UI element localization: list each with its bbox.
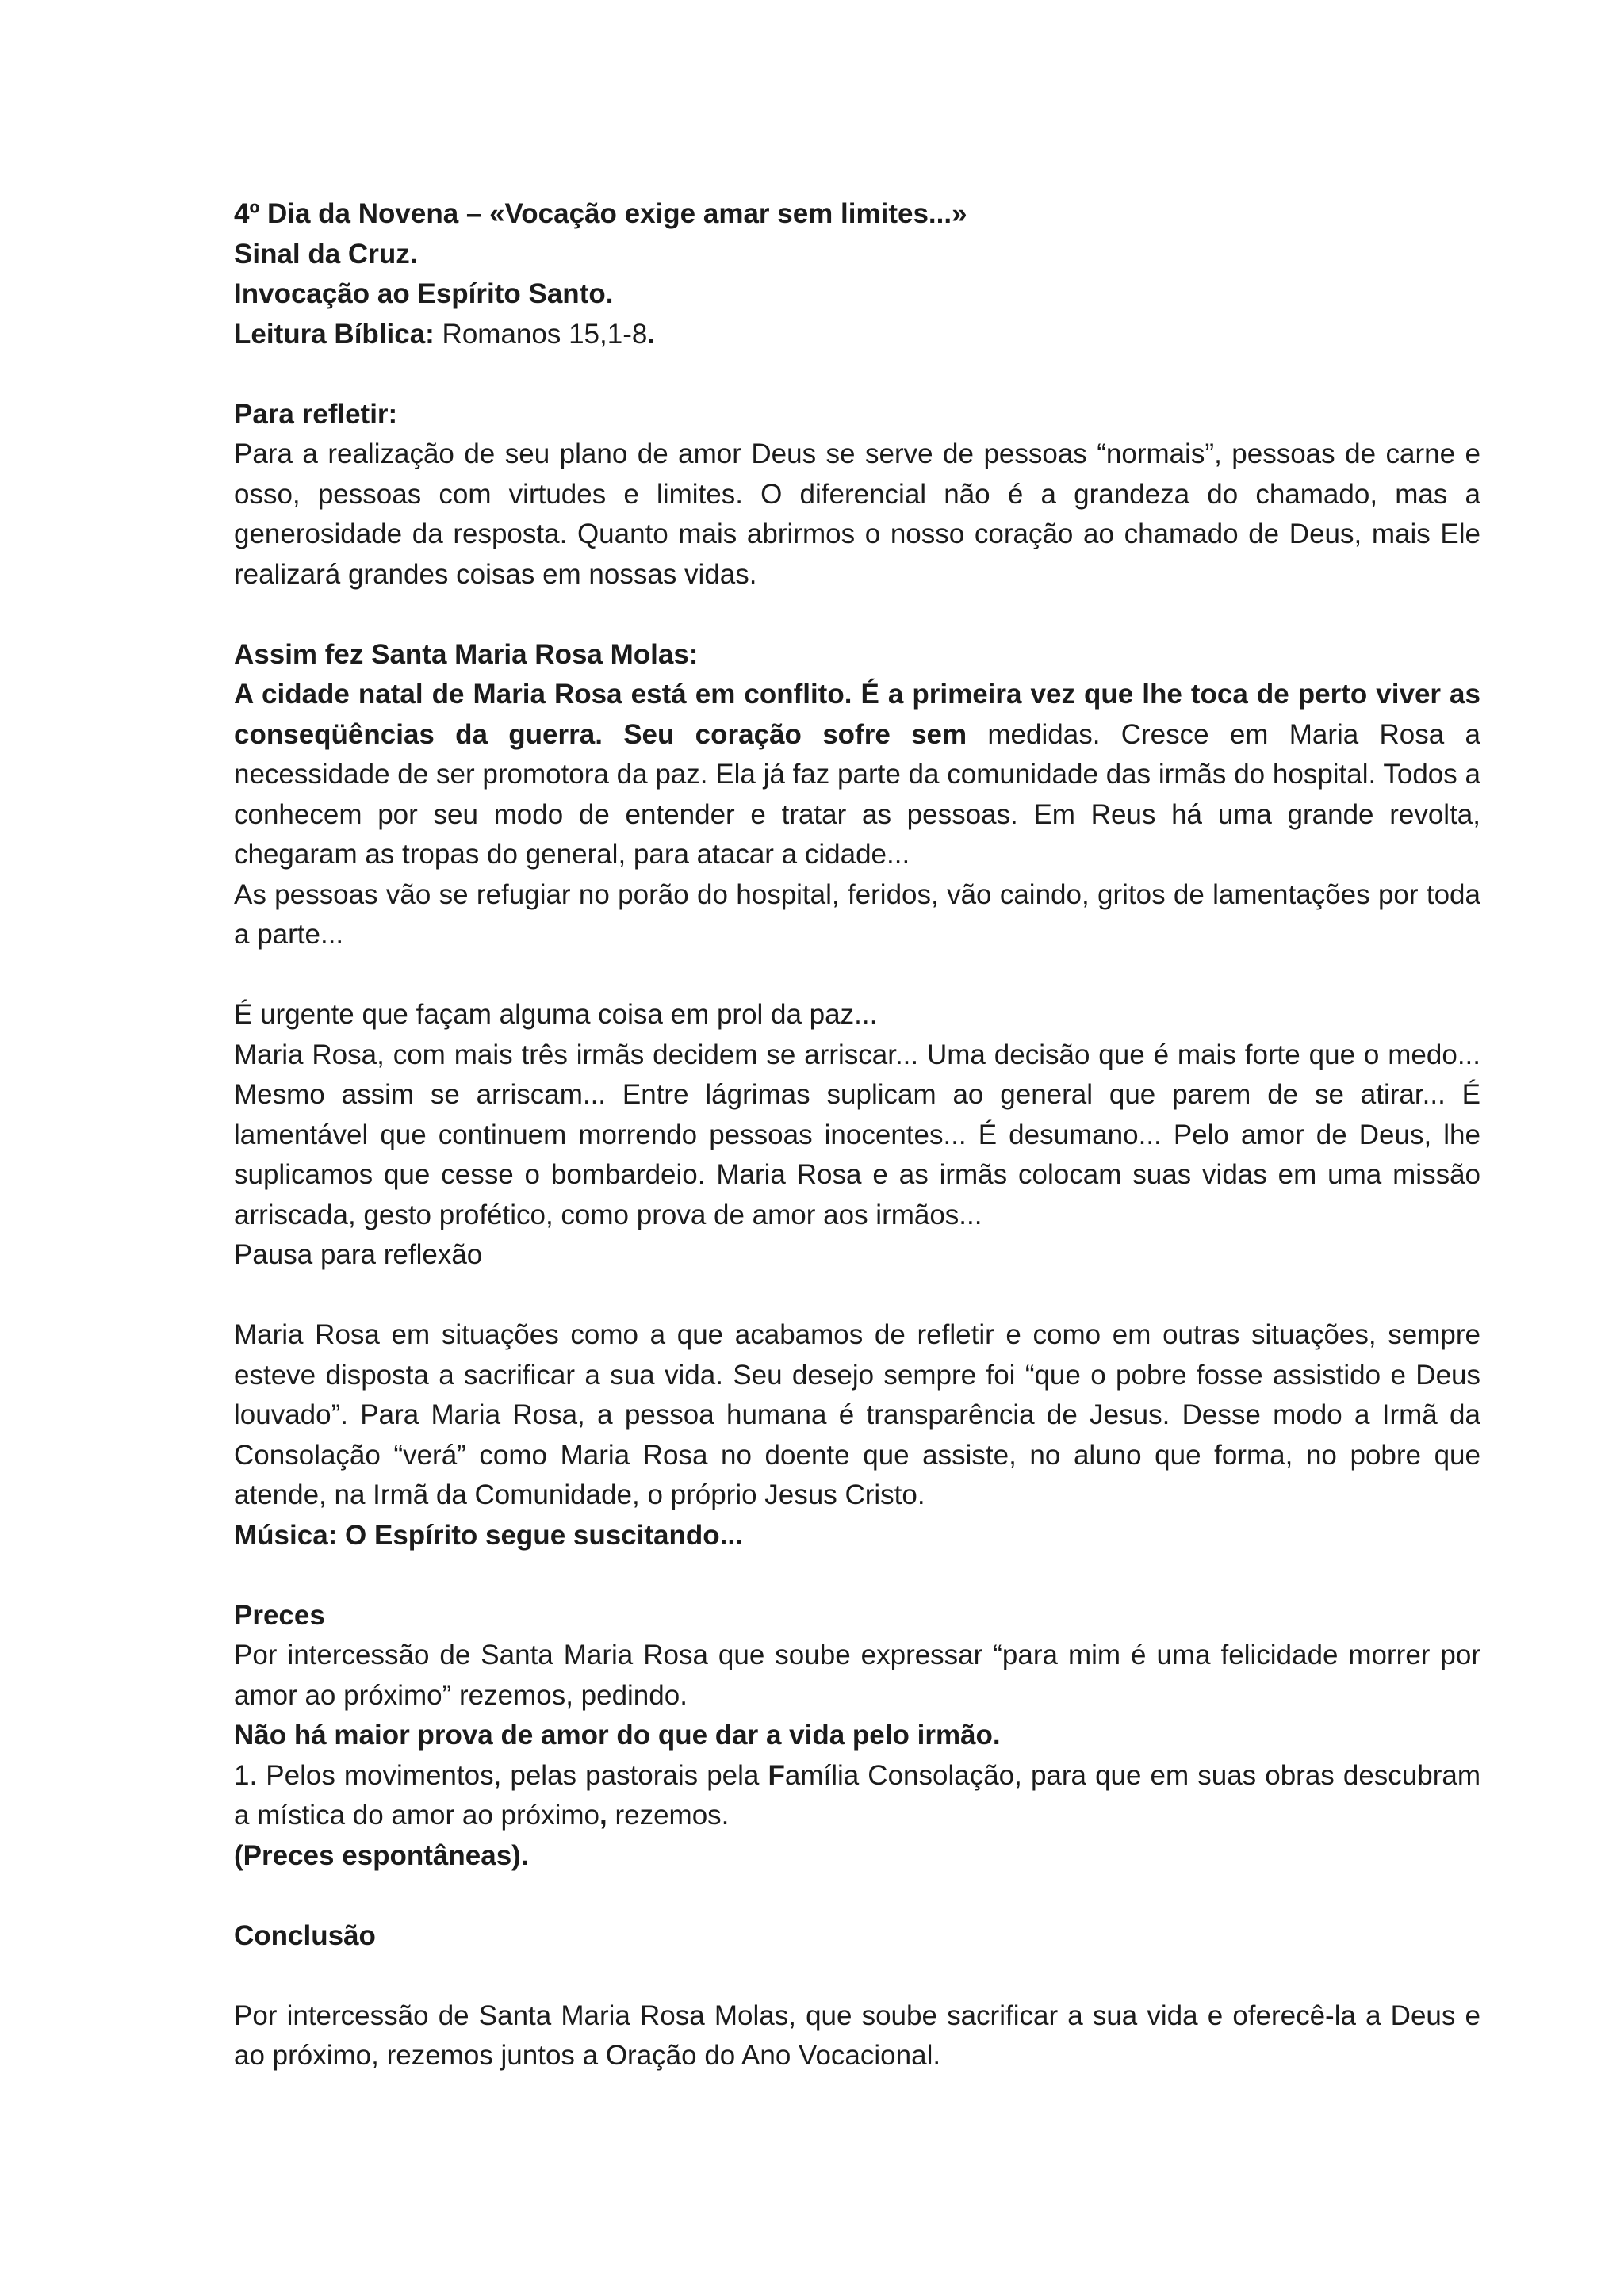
- story-paragraph-4: Maria Rosa em situações como a que acabamos de refletir e como em outras situações, sempre esteve disposta a sacrificar a sua vida. Seu desejo sempre foi “que o pobre fosse assistido e Deus louvado”. Para Maria Rosa, a pessoa humana é transparência de Jesus. Desse modo a Irmã da Consolação “verá” como Maria Rosa no doente que assiste, no aluno que forma, no pobre que atende, na Irmã da Comunidade, o próprio Jesus Cristo.: [234, 1319, 1480, 1510]
- document-page: [234, 194, 1480, 2076]
- bible-reading-ref: Romanos 15,1-8: [434, 318, 648, 350]
- prayers-heading: Preces: [234, 1599, 325, 1631]
- conclusion-heading: Conclusão: [234, 1919, 376, 1951]
- spacer: [234, 354, 1480, 395]
- spacer: [234, 1276, 1480, 1316]
- story-paragraph-3: Maria Rosa, com mais três irmãs decidem se arriscar... Uma decisão que é mais forte que o medo... Mesmo assim se arriscam... Entre lágrimas suplicam ao general que parem de se atirar... É lamentável que continuem morrendo pessoas inocentes... É desumano... Pelo amor de Deus, lhe suplicamos que cesse o bombardeio. Maria Rosa e as irmãs colocam suas vidas em uma missão arriscada, gesto profético, como prova de amor aos irmãos...: [234, 1039, 1480, 1230]
- sign-of-cross: Sinal da Cruz.: [234, 238, 418, 270]
- pause-line: Pausa para reflexão: [234, 1239, 483, 1270]
- story-paragraph-2: As pessoas vão se refugiar no porão do hospital, feridos, vão caindo, gritos de lamentações por toda a parte...: [234, 878, 1480, 950]
- prayers-intro: Por intercessão de Santa Maria Rosa que soube expressar “para mim é uma felicidade morrer por amor ao próximo” rezemos, pedindo.: [234, 1640, 1480, 1711]
- reflect-heading: Para refletir:: [234, 398, 398, 430]
- spontaneous-prayers: (Preces espontâneas).: [234, 1839, 529, 1871]
- spacer: [234, 1956, 1480, 1996]
- invocation: Invocação ao Espírito Santo.: [234, 278, 614, 309]
- reflect-body: Para a realização de seu plano de amor Deus se serve de pessoas “normais”, pessoas de carne e osso, pessoas com virtudes e limites. O diferencial não é a grandeza do chamado, mas a generosidade da resposta. Quanto mais abrirmos o nosso coração ao chamado de Deus, mais Ele realizará grandes coisas em nossas vidas.: [234, 438, 1480, 590]
- story-paragraph-1: A cidade natal de Maria Rosa está em conflito. É a primeira vez que lhe toca de perto viver as conseqüências da guerra. Seu coração sofre sem medidas. Cresce em Maria Rosa a necessidade de ser promotora da paz. Ela já faz parte da comunidade das irmãs do hospital. Todos a conhecem por seu modo de entender e tratar as pessoas. Em Reus há uma grande revolta, chegaram as tropas do general, para atacar a cidade...: [234, 679, 1480, 870]
- urgent-line: É urgente que façam alguma coisa em prol da paz...: [234, 999, 878, 1030]
- prayer-item-1: 1. Pelos movimentos, pelas pastorais pela Família Consolação, para que em suas obras descubram a mística do amor ao próximo, rezemos.: [234, 1759, 1481, 1831]
- bible-reading: Leitura Bíblica: Romanos 15,1-8.: [234, 318, 656, 350]
- bible-reading-label: Leitura Bíblica:: [234, 318, 435, 350]
- music-line: Música: O Espírito segue suscitando...: [234, 1519, 743, 1551]
- spacer: [234, 1556, 1480, 1596]
- conclusion-body: Por intercessão de Santa Maria Rosa Molas, que soube sacrificar a sua vida e oferecê-la a Deus e ao próximo, rezemos juntos a Oração do Ano Vocacional.: [234, 1999, 1480, 2071]
- spacer: [234, 955, 1480, 996]
- story-heading: Assim fez Santa Maria Rosa Molas:: [234, 638, 699, 670]
- spacer: [234, 1876, 1480, 1916]
- spacer: [234, 595, 1480, 635]
- prayers-response: Não há maior prova de amor do que dar a vida pelo irmão.: [234, 1720, 1001, 1751]
- novena-title: 4º Dia da Novena – «Vocação exige amar sem limites...»: [234, 198, 967, 229]
